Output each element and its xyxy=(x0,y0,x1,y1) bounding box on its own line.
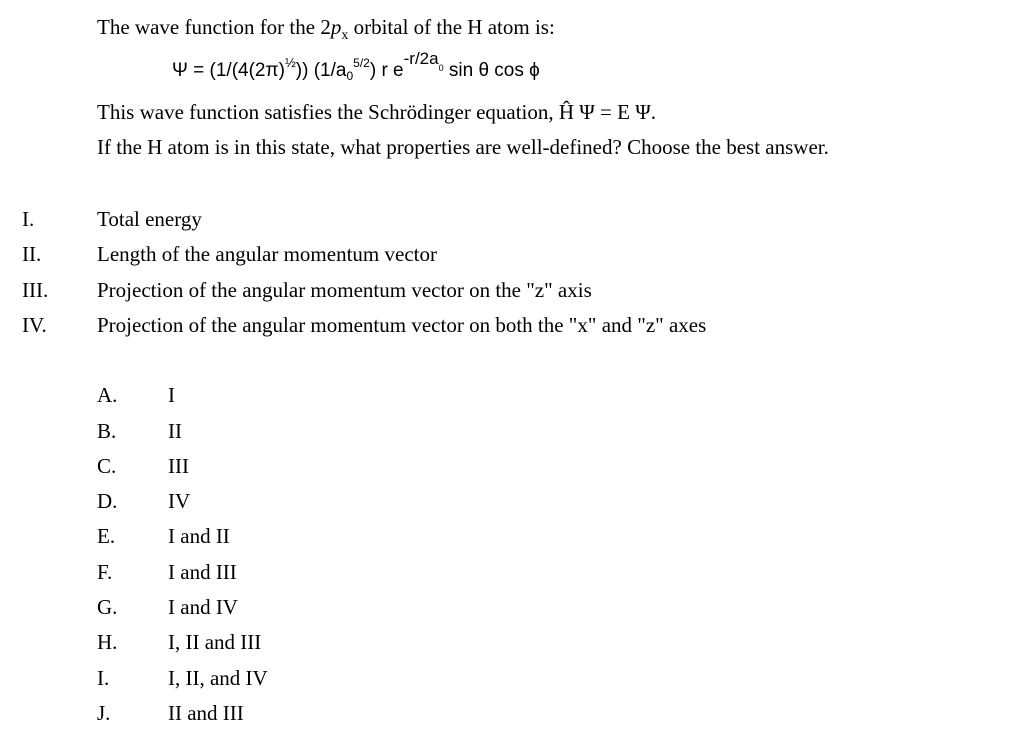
option-letter: F. xyxy=(97,560,113,584)
option-text: I and IV xyxy=(168,595,238,619)
option-text: I and II xyxy=(168,524,230,548)
statement-item xyxy=(0,313,1024,339)
option-text: I and III xyxy=(168,560,237,584)
option-letter: G. xyxy=(97,595,118,619)
option-text: I, II and III xyxy=(168,630,262,654)
option-letter: I. xyxy=(97,666,110,690)
option-letter: H. xyxy=(97,630,118,654)
orbital-subscript-x: x xyxy=(341,28,349,43)
option-text: IV xyxy=(168,489,191,513)
equation-half-power: ½ xyxy=(284,55,296,70)
answer-option[interactable] xyxy=(0,630,1024,656)
answer-option[interactable] xyxy=(0,701,1024,727)
option-letter: J. xyxy=(97,701,111,725)
answer-option[interactable] xyxy=(0,489,1024,515)
option-letter: E. xyxy=(97,524,116,548)
statement-text: Projection of the angular momentum vector on the "z" axis xyxy=(97,278,592,302)
intro-text-start: The wave function for the 2 xyxy=(97,15,331,39)
statement-item xyxy=(0,278,1024,304)
option-text: III xyxy=(168,454,189,478)
statement-text: Total energy xyxy=(97,207,202,231)
answer-option[interactable] xyxy=(0,454,1024,480)
option-letter: A. xyxy=(97,383,118,407)
answer-option[interactable] xyxy=(0,666,1024,692)
answer-option[interactable] xyxy=(0,595,1024,621)
intro-text-end: orbital of the H atom is: xyxy=(348,15,555,39)
statement-number: IV. xyxy=(22,313,47,337)
statement-number: II. xyxy=(22,242,42,266)
option-letter: C. xyxy=(97,454,117,478)
option-text: II and III xyxy=(168,701,244,725)
option-letter: B. xyxy=(97,419,117,443)
answer-option[interactable] xyxy=(0,560,1024,586)
statement-number: III. xyxy=(22,278,49,302)
option-letter: D. xyxy=(97,489,118,513)
answer-option[interactable] xyxy=(0,383,1024,409)
equation-trig: sin θ cos ϕ xyxy=(443,60,540,81)
equation-r-e: ) r e xyxy=(369,60,404,81)
option-text: II xyxy=(168,419,182,443)
statement-text: Projection of the angular momentum vector on both the "x" and "z" axes xyxy=(97,313,707,337)
schrodinger-statement: This wave function satisfies the Schrödinger equation, Ĥ Ψ = E Ψ. xyxy=(97,100,656,124)
equation-mid: )) (1/a xyxy=(295,60,347,81)
statement-item xyxy=(0,242,1024,268)
option-text: I, II, and IV xyxy=(168,666,268,690)
option-text: I xyxy=(168,383,175,407)
equation-five-halves-power: 5/2 xyxy=(353,56,370,70)
statement-text: Length of the angular momentum vector xyxy=(97,242,437,266)
equation-a-subscript: 0 xyxy=(346,69,354,83)
statement-item xyxy=(0,207,1024,233)
orbital-p: p xyxy=(330,15,342,39)
answer-option[interactable] xyxy=(0,419,1024,445)
statement-number: I. xyxy=(22,207,35,231)
equation-exponent-subscript: 0 xyxy=(438,63,444,73)
question-intro xyxy=(97,15,555,43)
equation-exponent: -r/2a xyxy=(403,49,439,68)
answer-option[interactable] xyxy=(0,524,1024,550)
question-prompt: If the H atom is in this state, what properties are well-defined? Choose the best answer. xyxy=(97,135,829,159)
wave-function-equation xyxy=(172,49,540,83)
equation-psi: Ψ = (1/(4(2π) xyxy=(172,60,285,81)
